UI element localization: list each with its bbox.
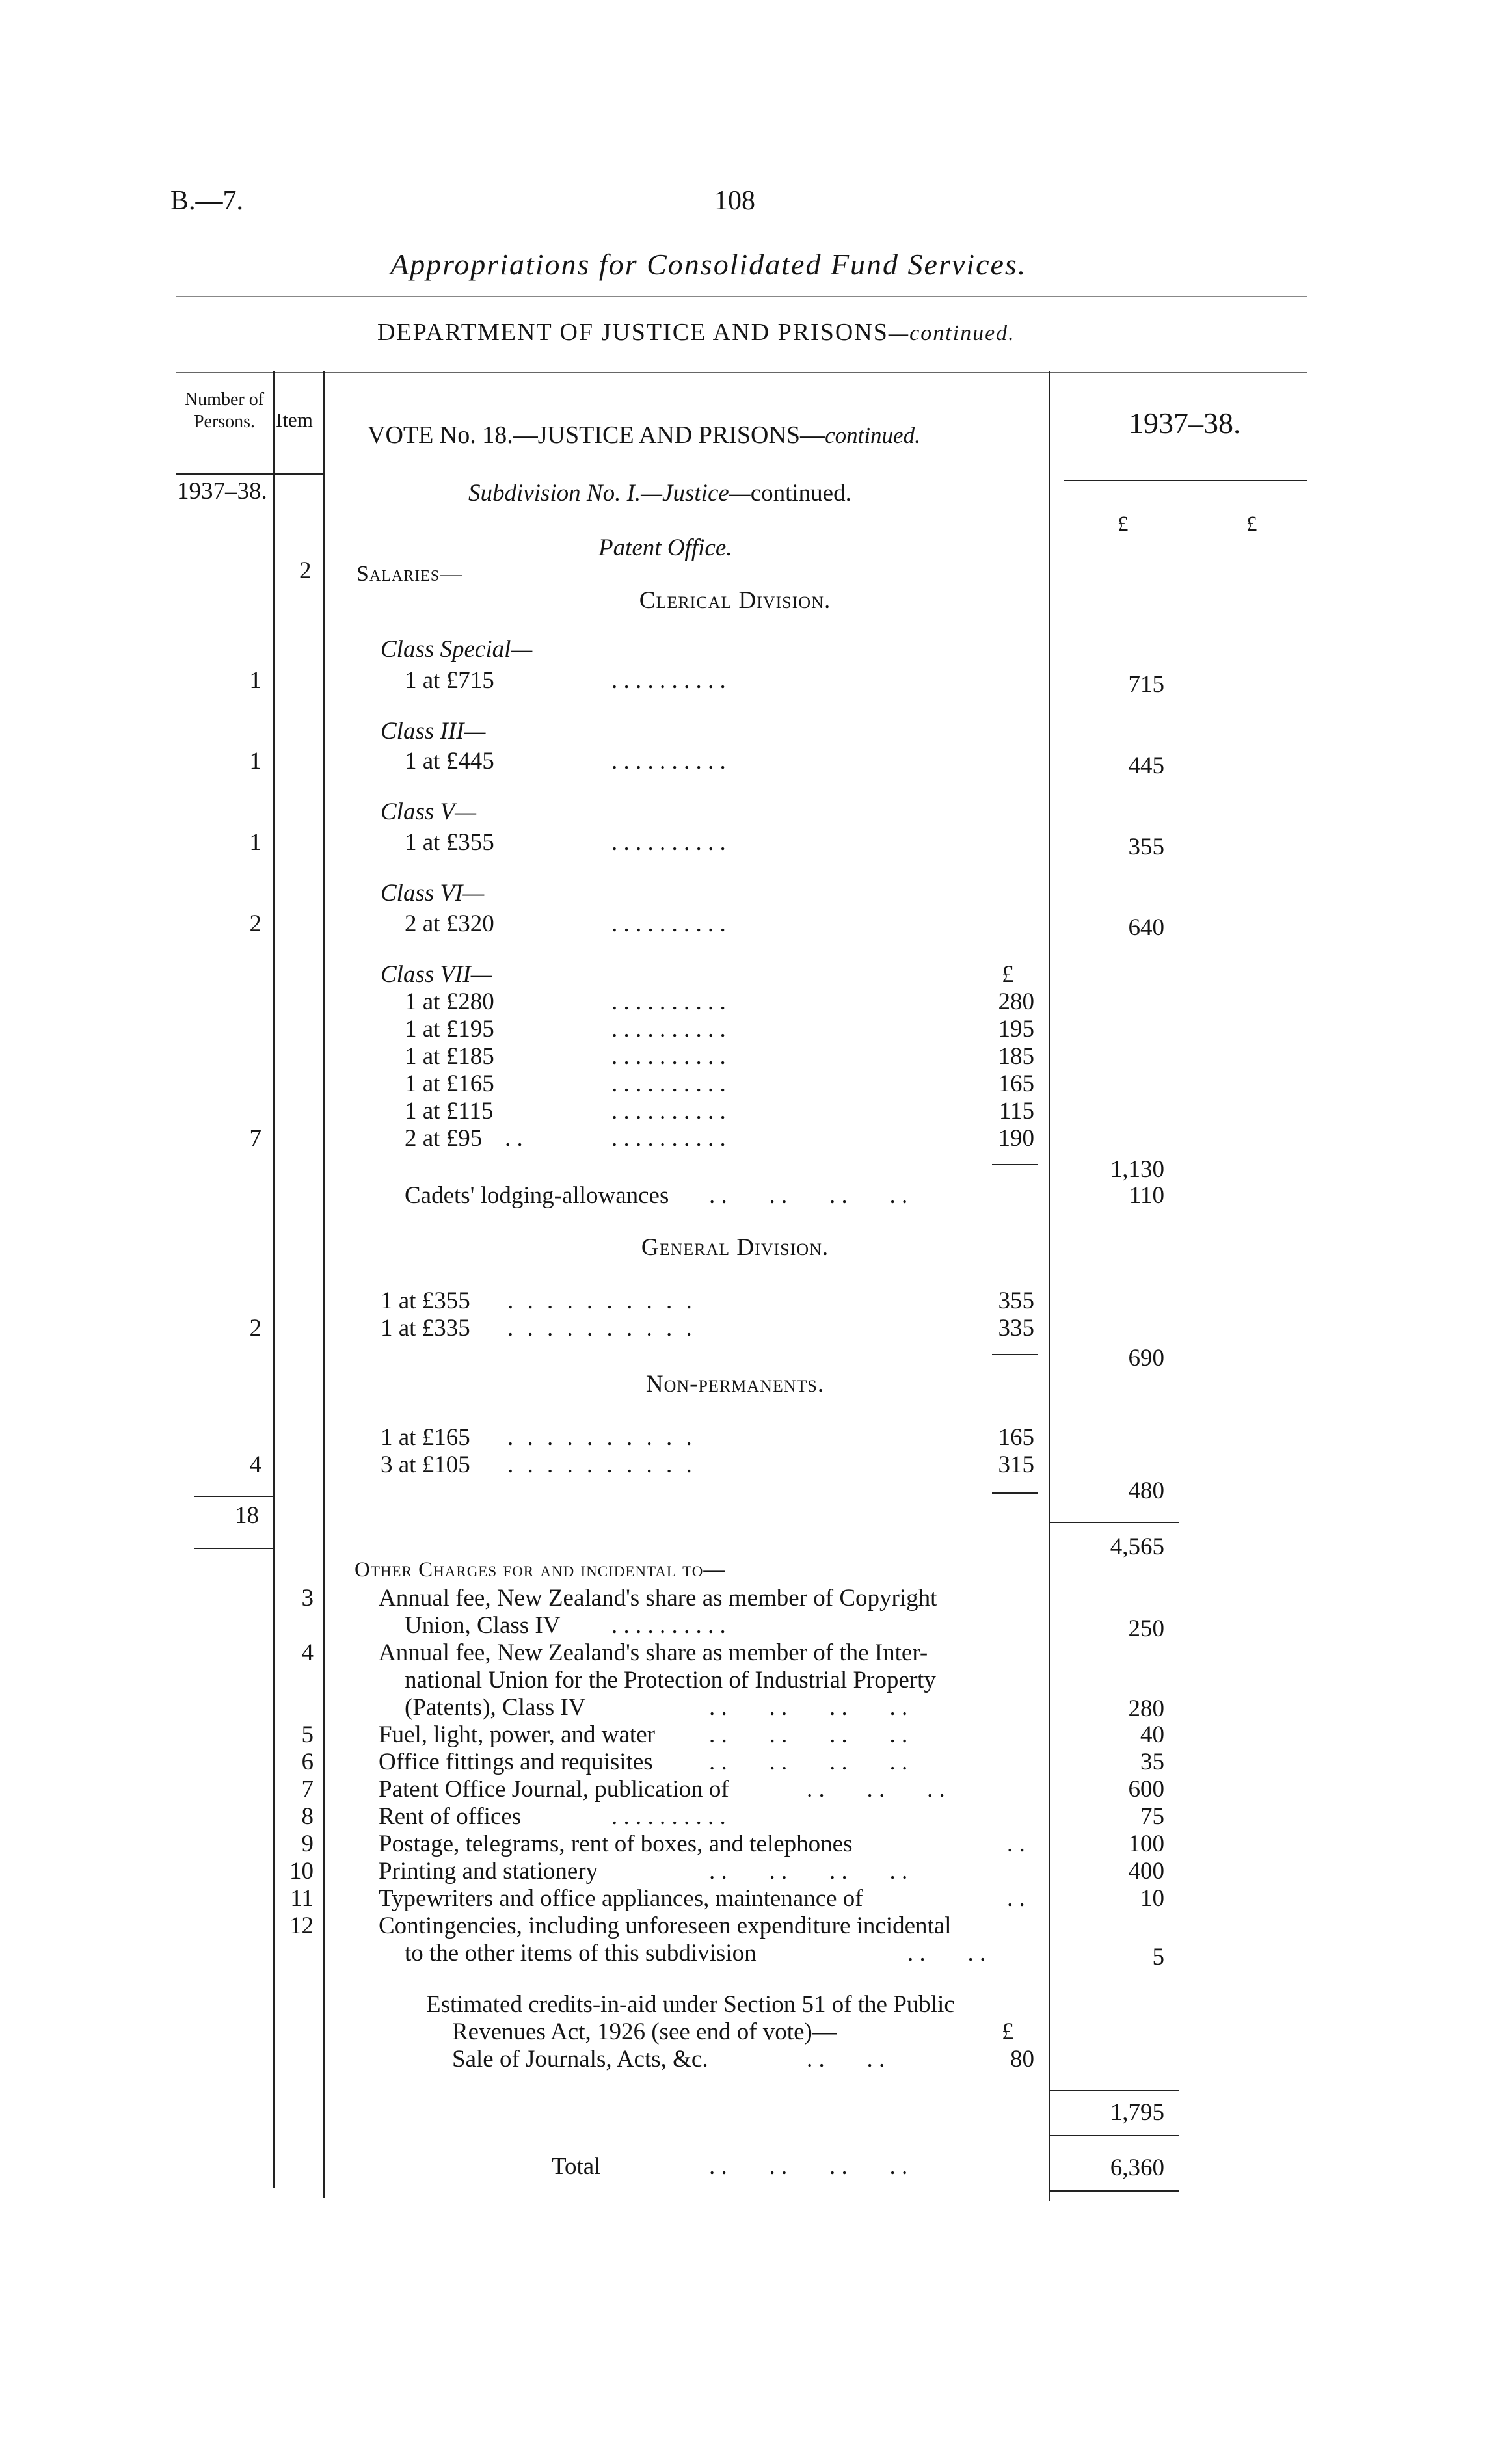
persons-total: 18 — [235, 1502, 259, 1529]
leader-dots: . . . . . . . . . . — [611, 1098, 726, 1124]
nonperm-subtotal-rule — [992, 1492, 1038, 1494]
pound-sign-1: £ — [1118, 512, 1129, 536]
nonperm-persons: 4 — [249, 1451, 261, 1478]
department-heading — [377, 319, 1015, 347]
other-item-amount: 250 — [1128, 1615, 1164, 1642]
other-item-line: (Patents), Class IV — [405, 1694, 586, 1721]
credits-line: Revenues Act, 1926 (see end of vote)— — [452, 2019, 837, 2045]
leader-dots: . . . . . . . . . . — [611, 1803, 726, 1830]
leader-dots: . . . . . . . . . . — [611, 988, 726, 1015]
other-item-amount: 400 — [1128, 1858, 1164, 1885]
pound-sign-2: £ — [1246, 512, 1257, 536]
nonperm-row-value: 165 — [998, 1424, 1034, 1451]
other-item-line: to the other items of this subdivision — [405, 1940, 757, 1967]
leader-dots: . . . . . . . . — [709, 1721, 908, 1748]
other-item-line: Rent of offices — [379, 1803, 522, 1830]
vote-title — [368, 421, 920, 449]
other-item-amount: 10 — [1140, 1885, 1164, 1912]
title-rule — [176, 296, 1307, 297]
page-number: 108 — [714, 186, 755, 216]
class-special-label: Class Special— — [381, 636, 533, 663]
nonperm-row-detail: 1 at £165 — [381, 1424, 470, 1451]
other-item-line: Postage, telegrams, rent of boxes, and telephones — [379, 1831, 853, 1857]
salaries-total: 4,565 — [1110, 1533, 1164, 1560]
subdivision-text: Subdivision No. I.—Justice— — [468, 480, 751, 507]
persons-total-top-rule — [194, 1496, 273, 1497]
vote-title-text: VOTE No. 18.—JUSTICE AND PRISONS— — [368, 421, 825, 449]
item-number: 9 — [301, 1831, 314, 1857]
grand-total-label: Total — [552, 2153, 601, 2180]
nonperm-heading: Non-permanents. — [645, 1371, 825, 1398]
other-item-amount: 40 — [1140, 1721, 1164, 1748]
item-number: 10 — [289, 1858, 314, 1885]
class-vii-row-detail: 1 at £195 — [405, 1016, 494, 1042]
other-item-amount: 75 — [1140, 1803, 1164, 1830]
other-item-line: Annual fee, New Zealand's share as member of the Inter- — [379, 1639, 928, 1666]
item-number: 8 — [301, 1803, 314, 1830]
cadets-amount: 110 — [1129, 1182, 1164, 1209]
class-vii-row-value: 115 — [998, 1098, 1034, 1124]
item-column-label: Item — [276, 408, 313, 431]
class-special-persons: 1 — [249, 667, 261, 694]
class-iii-amount: 445 — [1128, 752, 1164, 779]
other-item-line: Typewriters and office appliances, maintenance of — [379, 1885, 863, 1912]
other-total-bottom-rule — [1049, 2135, 1179, 2136]
class-v-persons: 1 — [249, 829, 261, 856]
class-vii-row-value: 185 — [998, 1043, 1034, 1070]
item-number: 6 — [301, 1749, 314, 1775]
class-v-detail: 1 at £355 — [405, 829, 494, 856]
general-row-detail: 1 at £355 — [381, 1288, 470, 1314]
class-vii-row-detail: 1 at £115 — [405, 1098, 494, 1124]
year-rule — [1064, 480, 1307, 481]
leader-dots: . . . . . . . . . . — [611, 667, 726, 694]
class-iii-label: Class III— — [381, 718, 486, 745]
class-vii-row-value: 195 — [998, 1016, 1034, 1042]
nonperm-row-detail: 3 at £105 — [381, 1451, 470, 1478]
class-vii-label: Class VII— — [381, 961, 492, 988]
credits-pound: £ — [1002, 2019, 1014, 2045]
salaries-heading: Salaries— — [356, 562, 463, 586]
other-charges-total: 1,795 — [1110, 2099, 1164, 2126]
other-item-line: Fuel, light, power, and water — [379, 1721, 655, 1748]
other-charges-heading: Other Charges for and incidental to— — [355, 1558, 726, 1582]
salaries-item-number: 2 — [299, 557, 312, 584]
item-number: 5 — [301, 1721, 314, 1748]
leader-dots: . . . . . . . . . . — [611, 1043, 726, 1070]
other-item-amount: 600 — [1128, 1776, 1164, 1803]
leader-dots: . . . . . . . . . . — [611, 1125, 726, 1152]
general-row-value: 335 — [998, 1315, 1034, 1342]
class-vii-row-value: 280 — [998, 988, 1034, 1015]
class-vi-label: Class VI— — [381, 880, 485, 907]
general-persons: 2 — [249, 1315, 261, 1342]
year-column-label: 1937–38. — [1129, 406, 1241, 440]
leader-dots: . . — [505, 1125, 523, 1152]
page-title: Appropriations for Consolidated Fund Services. — [390, 248, 1027, 281]
subdivision-suffix: continued. — [750, 480, 851, 507]
leader-dots: . . . . . . . . — [709, 1694, 908, 1721]
other-item-amount: 280 — [1128, 1695, 1164, 1722]
leader-dots: . . . . . . . . . . — [507, 1451, 696, 1478]
other-total-top-rule — [1049, 2090, 1179, 2091]
clerical-heading: Clerical Division. — [639, 587, 831, 614]
general-row-value: 355 — [998, 1288, 1034, 1314]
nonperm-row-value: 315 — [998, 1451, 1034, 1478]
other-item-line: Office fittings and requisites — [379, 1749, 653, 1775]
page-ref: B.—7. — [170, 186, 244, 216]
class-vii-row-value: 190 — [998, 1125, 1034, 1152]
table-top-rule — [176, 372, 1307, 373]
leader-dots: . . — [1007, 1831, 1025, 1857]
other-item-amount: 35 — [1140, 1749, 1164, 1775]
class-vii-row-value: 165 — [998, 1070, 1034, 1097]
other-item-line: Annual fee, New Zealand's share as member of Copyright — [379, 1585, 937, 1611]
leader-dots: . . . . . . . . . . — [507, 1424, 696, 1451]
leader-dots: . . . . . . . . . . — [611, 1070, 726, 1097]
class-iii-persons: 1 — [249, 748, 261, 775]
grand-total-rule — [1049, 2190, 1179, 2192]
leader-dots: . . . . — [807, 2046, 885, 2073]
persons-column-label: Number of Persons. — [184, 390, 265, 432]
leader-dots: . . . . . . . . — [709, 1858, 908, 1885]
persons-year-rule — [176, 473, 325, 475]
class-vii-row-detail: 1 at £280 — [405, 988, 494, 1015]
class-special-detail: 1 at £715 — [405, 667, 494, 694]
grand-total-amount: 6,360 — [1110, 2154, 1164, 2181]
class-iii-detail: 1 at £445 — [405, 748, 494, 775]
other-item-line: Patent Office Journal, publication of — [379, 1776, 729, 1803]
item-number: 3 — [301, 1585, 314, 1611]
general-row-detail: 1 at £335 — [381, 1315, 470, 1342]
other-item-line: Printing and stationery — [379, 1858, 598, 1885]
leader-dots: . . — [1007, 1885, 1025, 1912]
other-item-line: Contingencies, including unforeseen expenditure incidental — [379, 1913, 952, 1939]
item-number: 7 — [301, 1776, 314, 1803]
class-vii-persons: 7 — [249, 1125, 261, 1152]
department-name: DEPARTMENT OF JUSTICE AND PRISONS — [377, 319, 889, 346]
department-suffix: —continued. — [888, 321, 1015, 345]
item-number: 4 — [301, 1639, 314, 1666]
leader-dots: . . . . . . . . . . — [611, 748, 726, 775]
class-special-amount: 715 — [1128, 671, 1164, 698]
leader-dots: . . . . — [907, 1940, 986, 1967]
class-vii-row-detail: 2 at £95 — [405, 1125, 483, 1152]
col-line-item — [323, 371, 325, 2198]
persons-year-label: 1937–38. — [177, 478, 267, 505]
credits-amount: 80 — [1010, 2046, 1034, 2073]
class-vii-total: 1,130 — [1110, 1156, 1164, 1183]
class-vii-row-detail: 1 at £165 — [405, 1070, 494, 1097]
class-vii-pound: £ — [1002, 961, 1014, 988]
credits-line: Estimated credits-in-aid under Section 51 of the Public — [426, 1991, 955, 2018]
leader-dots: . . . . . . . . . . — [507, 1315, 696, 1342]
class-vi-detail: 2 at £320 — [405, 910, 494, 937]
class-v-amount: 355 — [1128, 834, 1164, 860]
leader-dots: . . . . . . . . . . — [611, 829, 726, 856]
leader-dots: . . . . . . . . — [709, 2153, 908, 2180]
general-total: 690 — [1128, 1345, 1164, 1371]
item-number: 12 — [289, 1913, 314, 1939]
nonperm-total: 480 — [1128, 1477, 1164, 1504]
class-vi-persons: 2 — [249, 910, 261, 937]
other-item-line: Union, Class IV — [405, 1612, 561, 1639]
subdivision-title — [468, 480, 851, 507]
leader-dots: . . . . . . . . . . — [611, 910, 726, 937]
salaries-total-top-rule — [1049, 1522, 1179, 1523]
leader-dots: . . . . . . . . . . — [611, 1612, 726, 1639]
credits-line: Sale of Journals, Acts, &c. — [452, 2046, 708, 2073]
class-vi-amount: 640 — [1128, 914, 1164, 941]
col-line-desc — [1049, 371, 1050, 2201]
cadets-label: Cadets' lodging-allowances — [405, 1182, 669, 1209]
class-vii-row-detail: 1 at £185 — [405, 1043, 494, 1070]
class-vii-subtotal-rule — [992, 1164, 1038, 1165]
col-line-persons — [273, 371, 275, 2188]
class-v-label: Class V— — [381, 799, 477, 825]
general-heading: General Division. — [641, 1234, 829, 1261]
office-title: Patent Office. — [598, 535, 732, 561]
persons-total-bottom-rule — [194, 1548, 273, 1549]
other-item-line: national Union for the Protection of Industrial Property — [405, 1667, 936, 1693]
other-item-amount: 5 — [1152, 1944, 1164, 1970]
item-number: 11 — [290, 1885, 314, 1912]
leader-dots: . . . . . . — [807, 1776, 945, 1803]
leader-dots: . . . . . . . . . . — [507, 1288, 696, 1314]
leader-dots: . . . . . . . . — [709, 1749, 908, 1775]
general-subtotal-rule — [992, 1354, 1038, 1355]
other-item-amount: 100 — [1128, 1831, 1164, 1857]
vote-title-suffix: continued. — [825, 423, 920, 448]
leader-dots: . . . . . . . . — [709, 1182, 908, 1209]
leader-dots: . . . . . . . . . . — [611, 1016, 726, 1042]
